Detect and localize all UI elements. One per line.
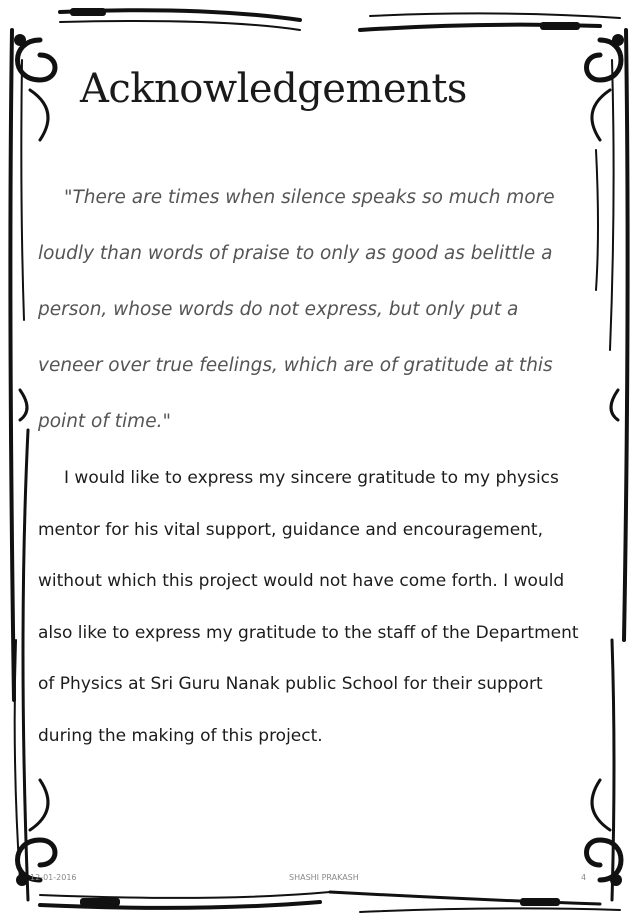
footer-page-number: 4 — [581, 873, 587, 882]
quote-paragraph: "There are times when silence speaks so much more loudly than words of praise to only as good as belittle a person, whose words do not express, but only put a veneer over true feelings, which are of gratitude at this point of time." — [38, 187, 555, 432]
acknowledgement-paragraph: I would like to express my sincere gratitude to my physics mentor for his vital support, guidance and encouragement, without which this project would not have come forth. I would also like to express my gratitude to the staff of the Department of Physics at Sri Guru Nanak public School for their support during the making of this project. — [38, 468, 579, 746]
footer-author: SHASHI PRAKASH — [289, 873, 359, 882]
footer-date: 12-01-2016 — [30, 873, 77, 882]
page-title: Acknowledgements — [80, 66, 467, 112]
